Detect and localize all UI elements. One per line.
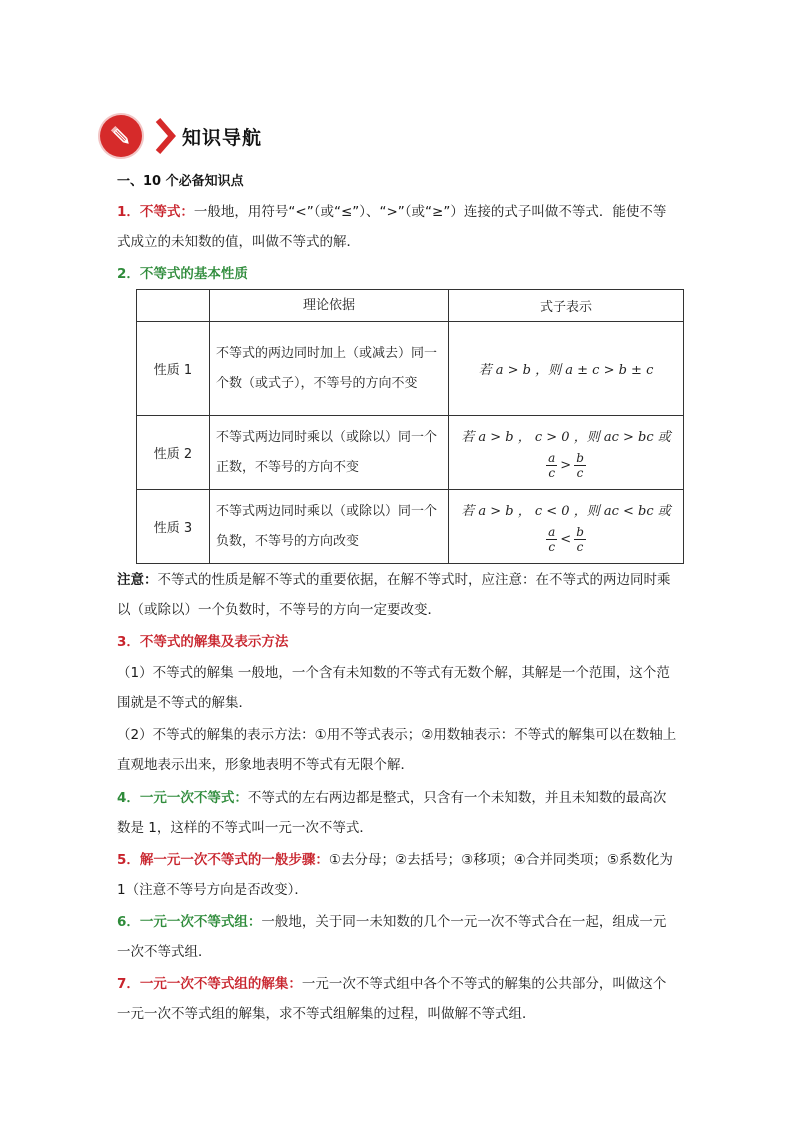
- fraction-a-over-c: $\frac{a}{c}$: [548, 525, 556, 554]
- relation-sign: <: [560, 531, 572, 547]
- property-expression: 若 a > b ， c > 0 ，则 ac > bc 或: [461, 430, 671, 445]
- item-1: [117, 197, 677, 257]
- property-expression-cell: [449, 490, 684, 564]
- table-row: [137, 490, 684, 564]
- item-1-text: 一般地，用符号“<”（或“≤”）、“>”（或“≥”）连接的式子叫做不等式．能使不等式成立的未知数的值，叫做不等式的解．: [117, 204, 667, 250]
- relation-sign: >: [560, 457, 572, 473]
- table-header-row: [137, 290, 684, 322]
- item-5-label: 5．解一元一次不等式的一般步骤：: [117, 852, 329, 868]
- item-5-text: ①去分母；②去括号；③移项；④合并同类项；⑤系数化为 1（注意不等号方向是否改变）．: [117, 852, 673, 898]
- table-header-cell: 式子表示: [449, 290, 684, 322]
- item-4-text: 不等式的左右两边都是整式，只含有一个未知数，并且未知数的最高次数是 1，这样的不等式叫一元一次不等式．: [117, 790, 667, 836]
- item-3-label: 3．不等式的解集及表示方法: [117, 634, 289, 650]
- item-7: [117, 969, 677, 1029]
- fraction-b-over-c: $\frac{b}{c}$: [576, 451, 584, 480]
- note-label: 注意：: [117, 572, 158, 588]
- item-6-text: 一般地，关于同一未知数的几个一元一次不等式合在一起，组成一元一次不等式组．: [117, 914, 667, 960]
- table-header-cell: 理论依据: [210, 290, 449, 322]
- property-basis: 不等式两边同时乘以（或除以）同一个正数，不等号的方向不变: [210, 416, 449, 490]
- properties-table: [136, 289, 684, 564]
- property-expression-cell: [449, 416, 684, 490]
- property-basis: 不等式两边同时乘以（或除以）同一个负数，不等号的方向改变: [210, 490, 449, 564]
- fraction-a-over-c: $\frac{a}{c}$: [548, 451, 556, 480]
- item-4: [117, 783, 677, 843]
- chevron-right-icon: [154, 116, 176, 156]
- item-6-label: 6．一元一次不等式组：: [117, 914, 262, 930]
- fraction-comparison: [455, 451, 677, 480]
- table-header-cell: [137, 290, 210, 322]
- property-name: 性质 2: [137, 416, 210, 490]
- item-1-label: 1．不等式：: [117, 204, 194, 220]
- item-2-label: 2．不等式的基本性质: [117, 266, 248, 282]
- item-3-paragraph-2: （2）不等式的解集的表示方法：①用不等式表示；②用数轴表示：不等式的解集可以在数轴上直观地表示出来，形象地表明不等式有无限个解．: [117, 727, 677, 773]
- item-3-paragraph-1: （1）不等式的解集 一般地，一个含有未知数的不等式有无数个解，其解是一个范围，这个范围就是不等式的解集．: [117, 665, 670, 711]
- property-basis: 不等式的两边同时加上（或减去）同一个数（或式子），不等号的方向不变: [210, 322, 449, 416]
- table-row: [137, 416, 684, 490]
- item-7-label: 7．一元一次不等式组的解集：: [117, 976, 302, 992]
- item-4-label: 4．一元一次不等式：: [117, 790, 248, 806]
- fraction-b-over-c: $\frac{b}{c}$: [576, 525, 584, 554]
- item-3: [117, 627, 677, 657]
- header-title: 知识导航: [182, 126, 263, 149]
- item-6: [117, 907, 677, 967]
- pencil-icon: [100, 115, 142, 157]
- fraction-comparison: [455, 525, 677, 554]
- item-5: [117, 845, 677, 905]
- note: [117, 565, 677, 625]
- property-expression: 若 a > b ，则 a ± c > b ± c: [449, 322, 684, 416]
- item-2: [117, 259, 677, 289]
- section-header: [100, 114, 262, 158]
- section-title: 一、10 个必备知识点: [117, 174, 244, 189]
- item-7-text: 一元一次不等式组中各个不等式的解集的公共部分，叫做这个一元一次不等式组的解集，求不等式组解集的过程，叫做解不等式组．: [117, 976, 667, 1022]
- note-text: 不等式的性质是解不等式的重要依据，在解不等式时，应注意：在不等式的两边同时乘以（或除以）一个负数时，不等号的方向一定要改变．: [117, 572, 671, 618]
- table-row: [137, 322, 684, 416]
- property-expression: 若 a > b ， c < 0 ，则 ac < bc 或: [461, 504, 671, 519]
- property-name: 性质 3: [137, 490, 210, 564]
- property-name: 性质 1: [137, 322, 210, 416]
